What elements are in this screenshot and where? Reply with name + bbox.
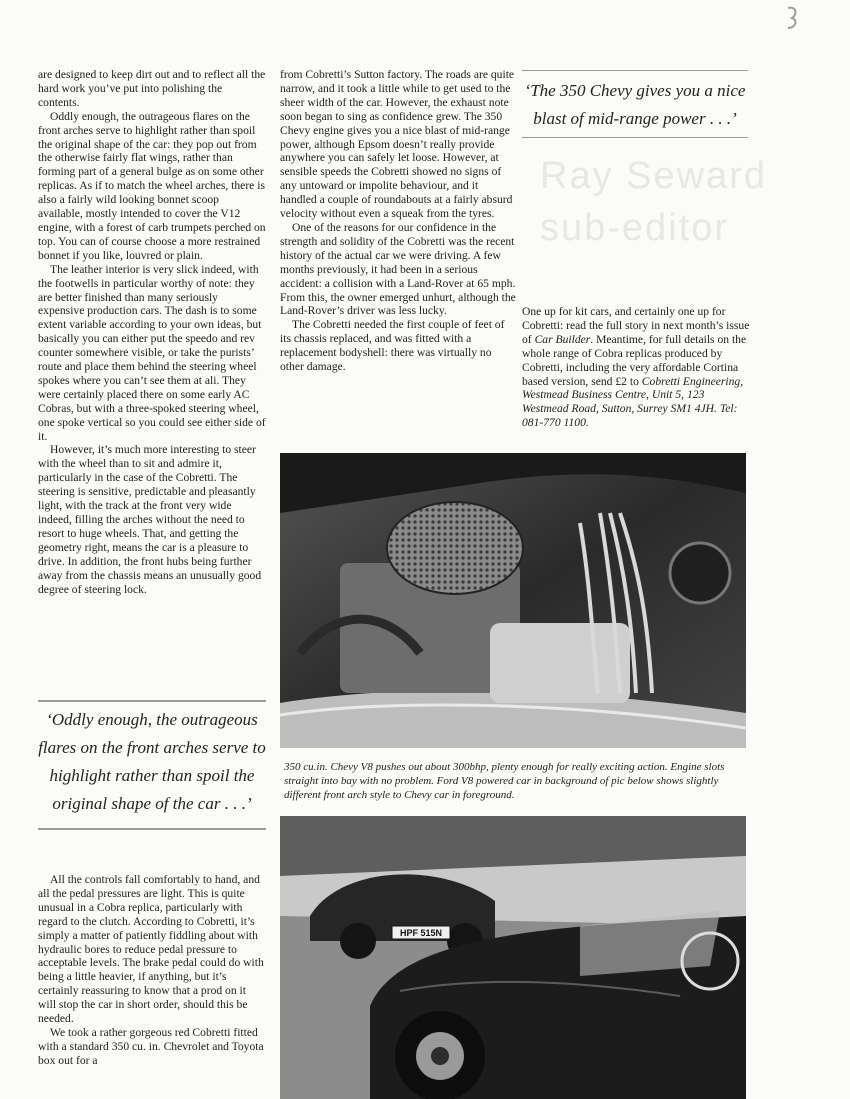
paragraph: All the controls fall comfortably to hand, and all the pedal pressures are light. This is quite unusual in a Cobra replica, particularly with regard to the clutch. According to Cobretti, it’s simply a matter of patiently fiddling about with hydraulic bores to reduce pedal pressure to acceptable levels. The brake pedal could do with being a little heavier, if anything, but it’s certainly reassuring to know that a prod on it will stop the car in short order, should this be needed.	[38, 873, 264, 1026]
paragraph: Oddly enough, the outrageous flares on the front arches serve to highlight rather than spoil the original shape of the car: they pop out from the otherwise fairly flat wings, rather than forming part of a general bulge as on some other replicas. As if to match the wheel arches, there is also a fairly wild looking bonnet scoop available, mostly intended to cover the V12 engine, with a forest of carb trumpets perched on top. You can of course choose a more restrained bonnet if you like, louvred or plain.	[38, 109, 266, 262]
left-column	[38, 68, 266, 596]
middle-column	[280, 68, 516, 374]
number-plate: HPF 515N	[399, 928, 443, 938]
cars-photo	[280, 816, 746, 1099]
paragraph: The leather interior is very slick indeed, with the footwells in particular worthy of note: they are better finished than many seriously expensive production cars. The dash is to some extent variable according to your own ideas, but basically you can either put the speedo and rev counter somewhere visible, or take the purists’ route and place them behind the steering wheel spokes where you can’t see them at ali. They were certainly placed there on some early AC Cobras, but with a three-spoked steering wheel, one spoke vertical so you could see either side of it.	[38, 262, 266, 443]
right-column	[522, 305, 750, 430]
paragraph: However, it’s much more interesting to steer with the wheel than to sit and admire it, particularly in the case of the Cobretti. The steering is sensitive, predictable and pleasantly light, with the track at the front very wide indeed, filling the arches without the need to resort to huge wheels. That, and getting the geometry right, means the car is a pleasure to drive. In addition, the front hubs being further away from the chassis means an unusually good degree of steering lock.	[38, 443, 262, 596]
paragraph: from Cobretti’s Sutton factory. The roads are quite narrow, and it took a little while to get used to the sheer width of the car. However, the exhaust note soon began to sing as confidence grew. The 350 Chevy engine gives you a nice blast of mid-range power, although Epsom doesn’t really provide anywhere you can safely let loose. However, at sensible speeds the Cobretti showed no signs of any untoward or impolite behaviour, and it handled a couple of roundabouts at a fairly absurd velocity without even a squeak from the tyres.	[280, 68, 515, 221]
engine-photo	[280, 453, 746, 748]
show-through-text	[540, 150, 767, 254]
contact-address: Cobretti Engineering, Westmead Business Centre, Unit 5, 123 Westmead Road, Sutton, Surrey SM1 4JH. Tel: 081-770 1100.	[522, 374, 744, 430]
photo-caption: 350 cu.in. Chevy V8 pushes out about 300bhp, plenty enough for really exciting action. Engine slots straight into bay with no problem. Ford V8 powered car in background of pic below shows slightly different front arch style to Chevy car in foreground.	[284, 761, 725, 801]
text-segment: . Meantime, for full details on the whole range of Cobra replicas produced by Cobretti, including the very affordable Cortina based version, send £2 to	[522, 332, 747, 388]
right-pull-quote: ‘The 350 Chevy gives you a nice blast of mid-range power . . .’	[522, 70, 748, 138]
left-column-lower	[38, 873, 266, 1068]
paragraph: The Cobretti needed the first couple of feet of its chassis replaced, and was fitted with a replacement bodyshell: there was virtually no other damage.	[280, 318, 505, 374]
ghost-line: Ray Seward	[540, 155, 767, 197]
magazine-title: Car Builder	[534, 332, 591, 346]
text-segment: One up for kit cars, and certainly one up for Cobretti: read the full story in next month’s issue of	[522, 305, 750, 346]
paragraph: We took a rather gorgeous red Cobretti fitted with a standard 350 cu. in. Chevrolet and Toyota box out for a	[38, 1025, 264, 1067]
corner-mark	[782, 4, 804, 32]
paragraph: One of the reasons for our confidence in the strength and solidity of the Cobretti was the recent history of the actual car we were driving. A few months previously, it had been in a serious accident: a collision with a Land-Rover at 65 mph. From this, the owner emerged unhurt, although the Land-Rover’s driver was less lucky.	[280, 220, 516, 318]
left-pull-quote: ‘Oddly enough, the outrageous flares on the front arches serve to highlight rather than spoil the original shape of the car . . .’	[38, 700, 266, 830]
paragraph	[522, 305, 750, 430]
ghost-line: sub-editor	[540, 207, 729, 249]
paragraph: are designed to keep dirt out and to reflect all the hard work you’ve put into polishing the contents.	[38, 68, 266, 109]
